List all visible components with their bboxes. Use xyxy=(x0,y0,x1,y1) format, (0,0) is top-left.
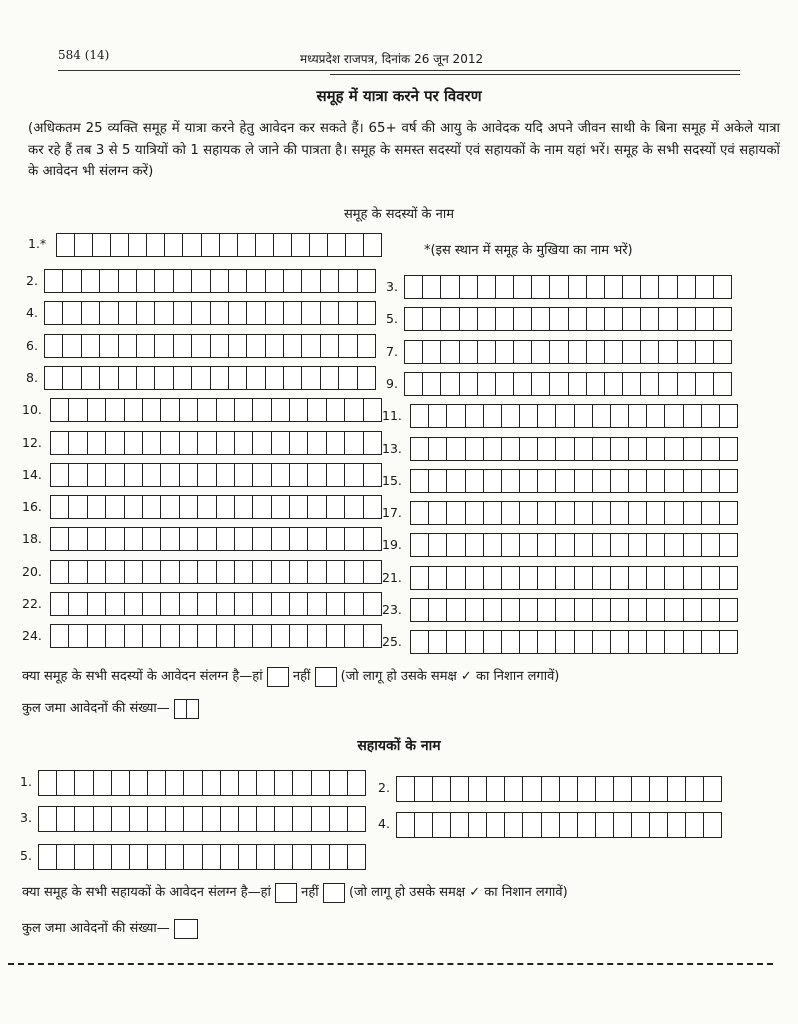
count-label: कुल जमा आवेदनों की संख्या— xyxy=(22,921,170,936)
member-name-field-14[interactable] xyxy=(50,463,382,487)
member-label: 10. xyxy=(22,402,42,417)
helpers-count xyxy=(22,918,198,939)
member-label: 2. xyxy=(26,273,38,288)
helper-name-field-3[interactable] xyxy=(38,806,366,832)
member-label: 25. xyxy=(382,634,402,649)
helper-name-field-5[interactable] xyxy=(38,844,366,870)
member-name-field-20[interactable] xyxy=(50,560,382,584)
tick-note: (जो लागू हो उसके समक्ष ✓ का निशान लगावें) xyxy=(340,669,560,684)
member-label: 17. xyxy=(382,505,402,520)
no-label: नहीं xyxy=(301,885,319,900)
helper-name-field-4[interactable] xyxy=(396,812,722,838)
member-label: 19. xyxy=(382,537,402,552)
member-name-field-11[interactable] xyxy=(410,404,738,428)
member-name-field-15[interactable] xyxy=(410,469,738,493)
helpers-heading: सहायकों के नाम xyxy=(357,738,441,754)
member-label: 3. xyxy=(386,279,398,294)
member-label: 14. xyxy=(22,467,42,482)
member-label: 6. xyxy=(26,338,38,353)
leader-note: *(इस स्थान में समूह के मुखिया का नाम भरें) xyxy=(424,243,633,258)
helper-label: 3. xyxy=(20,810,32,825)
count-field[interactable] xyxy=(174,699,199,719)
helper-label: 2. xyxy=(378,780,390,795)
member-name-field-3[interactable] xyxy=(404,275,732,299)
member-label: 12. xyxy=(22,435,42,450)
member-name-field-24[interactable] xyxy=(50,624,382,648)
count-label: कुल जमा आवेदनों की संख्या— xyxy=(22,701,170,716)
no-checkbox[interactable] xyxy=(315,667,337,687)
helper-label: 4. xyxy=(378,816,390,831)
member-name-field-18[interactable] xyxy=(50,527,382,551)
member-name-field-13[interactable] xyxy=(410,437,738,461)
member-name-field-7[interactable] xyxy=(404,340,732,364)
member-name-field-17[interactable] xyxy=(410,501,738,525)
member-label: 11. xyxy=(382,408,402,423)
member-label: 22. xyxy=(22,596,42,611)
member-name-field-21[interactable] xyxy=(410,566,738,590)
member-name-field-6[interactable] xyxy=(44,334,376,358)
helper-name-field-1[interactable] xyxy=(38,770,366,796)
helper-label: 5. xyxy=(20,848,32,863)
member-name-field-4[interactable] xyxy=(44,301,376,325)
member-name-field-12[interactable] xyxy=(50,431,382,455)
yes-checkbox[interactable] xyxy=(267,667,289,687)
member-name-field-19[interactable] xyxy=(410,533,738,557)
member-label: 9. xyxy=(386,376,398,391)
member-label: 21. xyxy=(382,570,402,585)
member-name-field-5[interactable] xyxy=(404,307,732,331)
member-name-field-2[interactable] xyxy=(44,269,376,293)
member-label: 5. xyxy=(386,311,398,326)
member-name-field-25[interactable] xyxy=(410,630,738,654)
count-field[interactable] xyxy=(174,919,198,939)
page-reference: 584 (14) xyxy=(58,48,110,62)
header-rule-second xyxy=(330,74,740,75)
gazette-header: मध्यप्रदेश राजपत्र, दिनांक 26 जून 2012 xyxy=(300,52,484,66)
helper-name-field-2[interactable] xyxy=(396,776,722,802)
member-label: 24. xyxy=(22,628,42,643)
member-label: 4. xyxy=(26,305,38,320)
member-label: 13. xyxy=(382,441,402,456)
helper-label: 1. xyxy=(20,774,32,789)
no-label: नहीं xyxy=(292,669,311,684)
tick-note: (जो लागू हो उसके समक्ष ✓ का निशान लगावें) xyxy=(348,885,568,900)
helpers-attached-question xyxy=(22,882,568,903)
member-name-field-22[interactable] xyxy=(50,592,382,616)
member-label: 15. xyxy=(382,473,402,488)
members-heading: समूह के सदस्यों के नाम xyxy=(344,207,454,222)
yes-checkbox[interactable] xyxy=(275,883,297,903)
member-label: 23. xyxy=(382,602,402,617)
cut-line xyxy=(8,963,773,965)
member-label: 1.* xyxy=(28,236,47,251)
member-name-field-8[interactable] xyxy=(44,366,376,390)
member-label: 18. xyxy=(22,531,42,546)
member-name-field-9[interactable] xyxy=(404,372,732,396)
member-name-field-1[interactable] xyxy=(56,233,382,257)
member-label: 7. xyxy=(386,344,398,359)
intro-paragraph: (अधिकतम 25 व्यक्ति समूह में यात्रा करने हेतु आवेदन कर सकते हैं। 65+ वर्ष की आयु के आवेदक यदि अपने जीवन साथी के बिना समूह में अकेले यात्रा कर रहे हैं तब 3 से 5 यात्रियों को 1 सहायक ले जाने की पात्रता है। समूह के समस्त सदस्यों एवं सहायकों के नाम यहां भरें। समूह के सभी सदस्यों एवं सहायकों के आवेदन भी संलग्न करें) xyxy=(28,121,780,179)
question-text: क्या समूह के सभी सहायकों के आवेदन संलग्न है—हां xyxy=(22,885,271,900)
member-name-field-16[interactable] xyxy=(50,495,382,519)
page-title: समूह में यात्रा करने पर विवरण xyxy=(316,87,482,105)
members-count xyxy=(22,698,199,719)
member-label: 16. xyxy=(22,499,42,514)
member-label: 20. xyxy=(22,564,42,579)
header-rule xyxy=(58,70,740,71)
no-checkbox[interactable] xyxy=(323,883,345,903)
member-name-field-23[interactable] xyxy=(410,598,738,622)
member-name-field-10[interactable] xyxy=(50,398,382,422)
member-label: 8. xyxy=(26,370,38,385)
question-text: क्या समूह के सभी सदस्यों के आवेदन संलग्न है—हां xyxy=(22,669,263,684)
members-attached-question xyxy=(22,666,559,687)
